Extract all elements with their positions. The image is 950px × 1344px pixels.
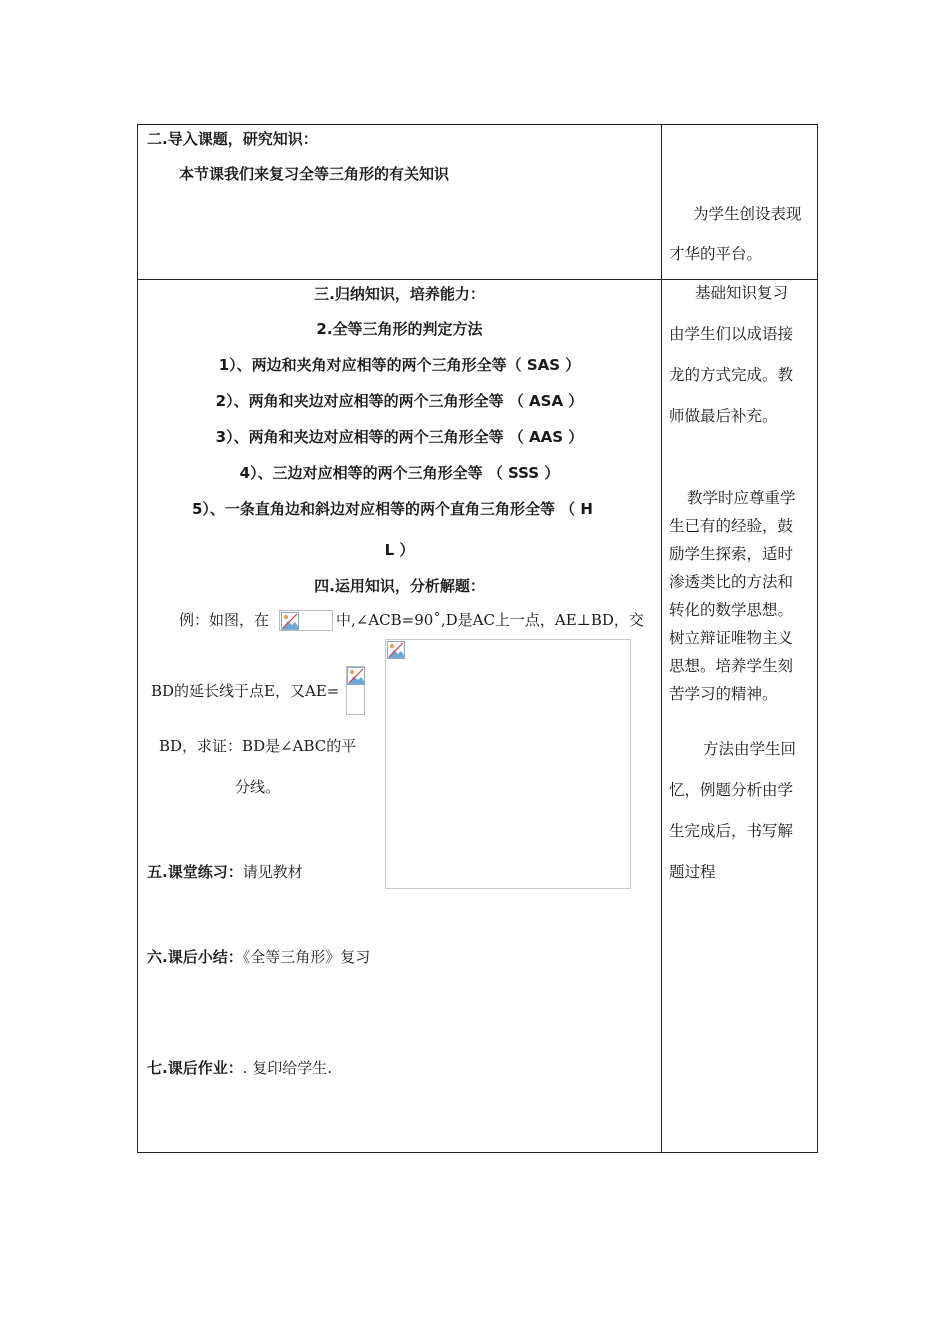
broken-image-icon bbox=[281, 612, 299, 630]
side-note-2-line4: 渗透类比的方法和 bbox=[669, 573, 794, 591]
row-divider bbox=[138, 279, 817, 280]
section-7-heading: 七.课后作业： bbox=[147, 1059, 243, 1077]
criterion-hl-line1: 5）、一条直角边和斜边对应相等的两个直角三角形全等 （ H bbox=[192, 500, 593, 518]
side-note-2-line7: 思想。培养学生刻 bbox=[669, 657, 794, 675]
section-6-heading: 六.课后小结： bbox=[147, 948, 243, 966]
section-5-body: 请见教材 bbox=[242, 863, 303, 881]
broken-image-icon bbox=[347, 667, 365, 685]
geometry-figure bbox=[385, 639, 631, 889]
broken-image-icon bbox=[387, 641, 405, 659]
side-note-1-line1: 基础知识复习 bbox=[695, 284, 789, 302]
section-2-heading: 二.导入课题，研究知识： bbox=[147, 130, 318, 148]
side-note-3-line2: 忆，例题分析由学 bbox=[669, 781, 794, 799]
section-6-body: 《全等三角形》复习 bbox=[242, 948, 371, 966]
section-5-heading: 五.课堂练习： bbox=[147, 863, 243, 881]
example-line2: BD的延长线于点E，又AE= bbox=[151, 682, 340, 700]
example-text-end: 中,∠ACB=90˚,D是AC上一点，AE⊥BD，交 bbox=[336, 611, 644, 629]
section-7 bbox=[147, 1058, 332, 1078]
side-note-1-line4: 师做最后补充。 bbox=[669, 407, 778, 425]
side-note-row1-line2: 才华的平台。 bbox=[669, 245, 763, 263]
section-6 bbox=[147, 947, 370, 967]
side-note-2-line6: 树立辩证唯物主义 bbox=[669, 629, 794, 647]
criterion-hl-line2: L ） bbox=[384, 541, 415, 559]
side-note-2-line5: 转化的数学思想。 bbox=[669, 601, 794, 619]
side-note-3-line1: 方法由学生回 bbox=[703, 740, 797, 758]
side-note-2-line8: 苦学习的精神。 bbox=[669, 685, 778, 703]
side-note-2-line3: 励学生探索，适时 bbox=[669, 545, 794, 563]
section-4-heading: 四.运用知识，分析解题： bbox=[314, 577, 485, 595]
side-note-row1-line1: 为学生创设表现 bbox=[693, 205, 802, 223]
side-note-2-line2: 生已有的经验，鼓 bbox=[669, 517, 794, 535]
section-5 bbox=[147, 862, 303, 882]
criterion-asa: 2）、两角和夹边对应相等的两个三角形全等 （ ASA ） bbox=[215, 392, 584, 410]
example-line3: BD，求证：BD是∠ABC的平 bbox=[159, 737, 357, 755]
side-note-3-line4: 题过程 bbox=[669, 863, 716, 881]
lesson-table bbox=[137, 124, 818, 1153]
side-note-1-line3: 龙的方式完成。教 bbox=[669, 366, 794, 384]
example-text-start: 例：如图，在 bbox=[179, 611, 270, 629]
section-3-heading: 三.归纳知识，培养能力： bbox=[314, 285, 485, 303]
criterion-sss: 4）、三边对应相等的两个三角形全等 （ SSS ） bbox=[239, 464, 560, 482]
section-7-body: . 复印给学生. bbox=[242, 1059, 333, 1077]
equation-inline-image bbox=[346, 666, 365, 715]
side-note-3-line3: 生完成后，书写解 bbox=[669, 822, 794, 840]
side-note-2-line1: 教学时应尊重学 bbox=[687, 489, 796, 507]
example-line4: 分线。 bbox=[235, 778, 281, 796]
triangle-inline-image bbox=[279, 610, 333, 631]
criterion-sas: 1）、两边和夹角对应相等的两个三角形全等（ SAS ） bbox=[218, 356, 581, 374]
side-note-1-line2: 由学生们以成语接 bbox=[669, 325, 794, 343]
criterion-aas: 3）、两角和夹边对应相等的两个三角形全等 （ AAS ） bbox=[215, 428, 584, 446]
section-3-subheading: 2.全等三角形的判定方法 bbox=[316, 320, 483, 338]
section-2-body: 本节课我们来复习全等三角形的有关知识 bbox=[179, 165, 450, 183]
